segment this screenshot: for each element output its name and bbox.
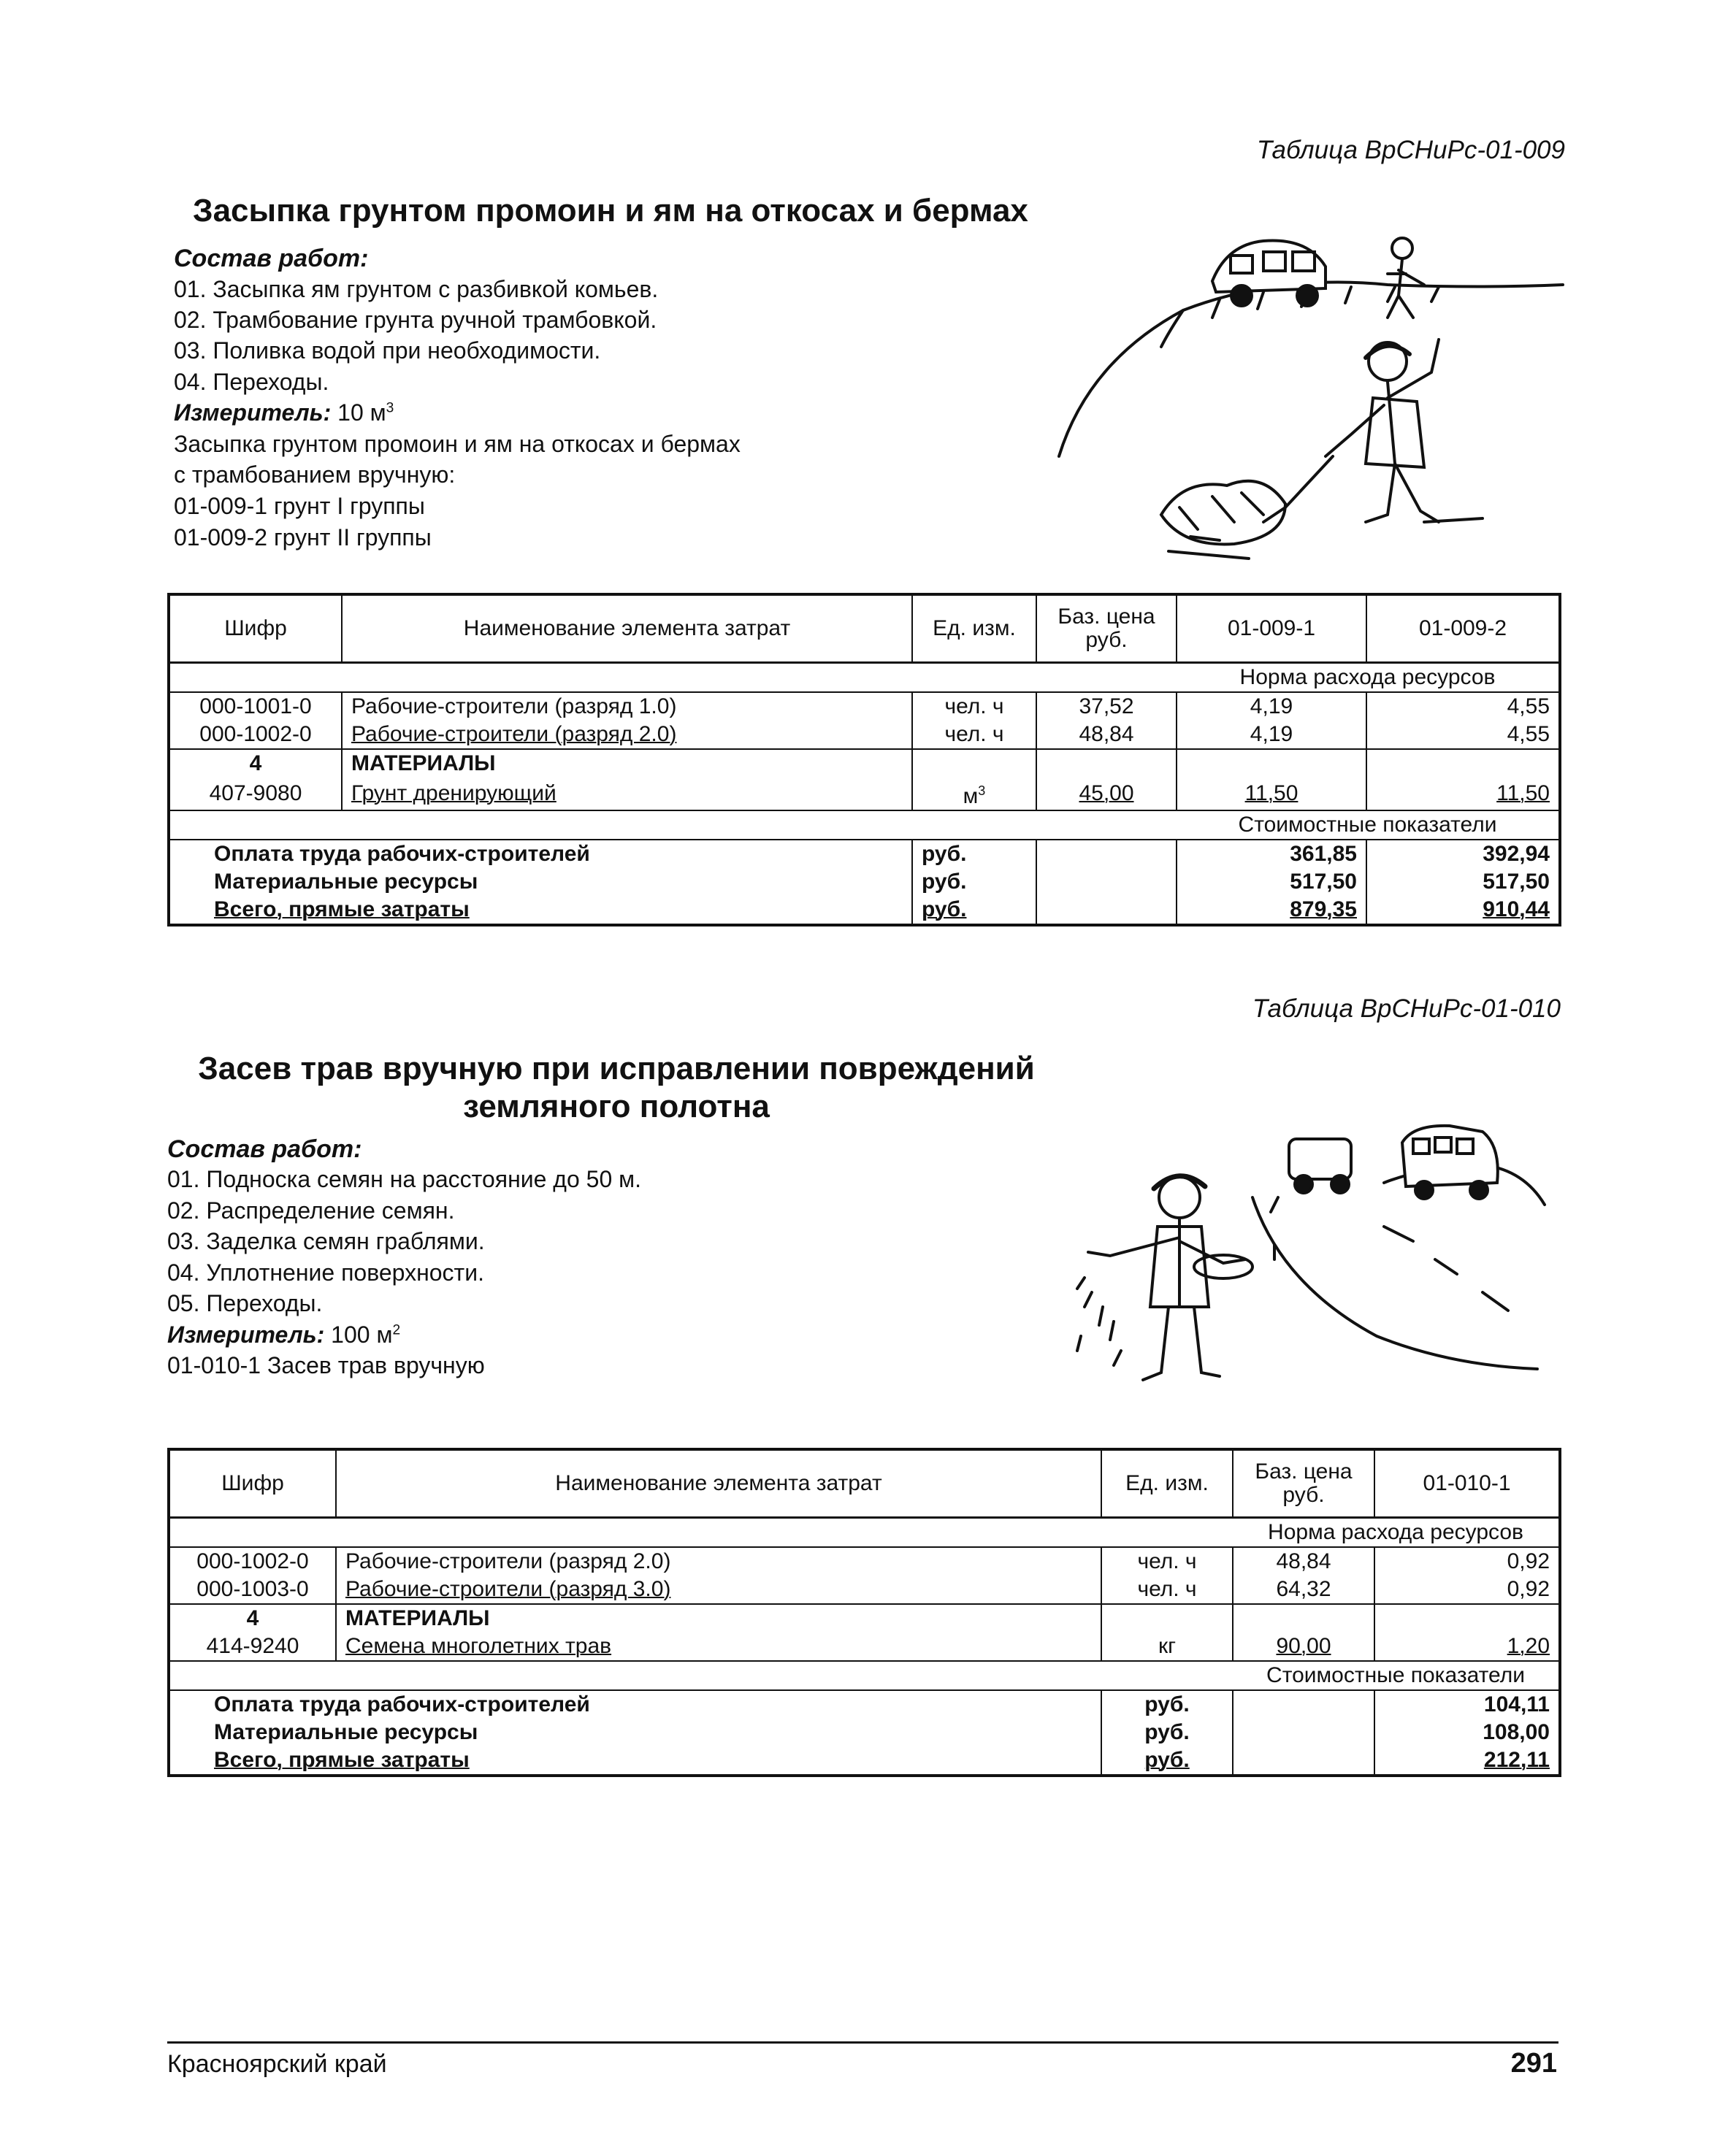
measure-sup: 2 — [392, 1322, 401, 1338]
worker-shoveling-illustration — [1044, 215, 1570, 566]
row-price: 48,84 — [1036, 721, 1177, 749]
table-row — [169, 692, 1560, 721]
row-code: 000-1003-0 — [169, 1576, 336, 1604]
description-line: 01-010-1 Засев трав вручную — [167, 1352, 485, 1378]
work-item: 03. Заделка семян граблями. — [167, 1228, 485, 1254]
header-code2: 01-009-2 — [1366, 594, 1560, 663]
header-code: Шифр — [169, 594, 342, 663]
row-value: 4,55 — [1366, 721, 1560, 749]
description-line: 01-009-2 грунт II группы — [174, 524, 432, 550]
header-code1: 01-009-1 — [1177, 594, 1366, 663]
total-value: 879,35 — [1177, 896, 1366, 925]
row-unit: чел. ч — [912, 692, 1036, 721]
cost-table — [167, 593, 1561, 927]
norm-label: Норма расхода ресурсов — [1233, 1518, 1560, 1548]
measure-label: Измеритель: — [167, 1321, 325, 1348]
norm-band-row — [169, 663, 1560, 693]
footer-divider — [167, 2041, 1558, 2044]
total-row — [169, 896, 1560, 925]
total-value: 212,11 — [1374, 1746, 1560, 1776]
row-value: 1,20 — [1374, 1633, 1560, 1661]
total-value: 517,50 — [1177, 868, 1366, 896]
total-value: 108,00 — [1374, 1719, 1560, 1746]
row-name: Семена многолетних трав — [336, 1633, 1101, 1661]
cost-band-row — [169, 1661, 1560, 1690]
work-item: 03. Поливка водой при необходимости. — [174, 337, 601, 364]
total-unit: руб. — [1101, 1719, 1233, 1746]
table-header-row — [169, 1449, 1560, 1518]
measure-value: 10 м — [337, 399, 386, 426]
norm-band-row — [169, 1518, 1560, 1548]
header-unit: Ед. изм. — [912, 594, 1036, 663]
description-line: Засыпка грунтом промоин и ям на откосах и бермах — [174, 431, 741, 457]
total-value: 104,11 — [1374, 1690, 1560, 1719]
total-unit: руб. — [912, 840, 1036, 868]
row-value: 0,92 — [1374, 1576, 1560, 1604]
footer-region: Красноярский край — [167, 2050, 387, 2078]
row-price: 45,00 — [1036, 778, 1177, 810]
group-name: МАТЕРИАЛЫ — [336, 1604, 1101, 1633]
row-name: Грунт дренирующий — [342, 778, 912, 810]
measure-value: 100 м — [331, 1321, 393, 1348]
row-price: 90,00 — [1233, 1633, 1374, 1661]
work-item: 04. Уплотнение поверхности. — [167, 1259, 484, 1286]
row-price: 48,84 — [1233, 1547, 1374, 1576]
table-caption: Таблица ВрСНиРс-01-010 — [1252, 994, 1561, 1023]
table-row — [169, 721, 1560, 749]
page-number: 291 — [1510, 2048, 1557, 2079]
work-item: 02. Распределение семян. — [167, 1197, 455, 1224]
section-title-line: Засев трав вручную при исправлении повреждений — [198, 1051, 1035, 1086]
row-value: 4,19 — [1177, 692, 1366, 721]
total-unit: руб. — [912, 868, 1036, 896]
measure-line — [167, 1321, 400, 1349]
total-value: 517,50 — [1366, 868, 1560, 896]
row-unit: чел. ч — [1101, 1576, 1233, 1604]
material-row — [169, 1633, 1560, 1661]
section-title-line: земляного полотна — [463, 1089, 770, 1124]
total-unit: руб. — [912, 896, 1036, 925]
description-line: 01-009-1 грунт I группы — [174, 493, 425, 519]
row-unit: $м^3$ — [912, 778, 1036, 810]
total-name: Материальные ресурсы — [214, 1720, 478, 1744]
total-value: 910,44 — [1366, 896, 1560, 925]
header-price: Баз. цена руб. — [1233, 1449, 1374, 1518]
row-code: 000-1002-0 — [196, 1549, 309, 1573]
total-value: 361,85 — [1177, 840, 1366, 868]
work-item: 01. Засыпка ям грунтом с разбивкой комьев. — [174, 276, 659, 302]
total-name: Оплата труда рабочих-строителей — [214, 842, 590, 866]
group-row — [169, 749, 1560, 778]
row-unit: чел. ч — [912, 721, 1036, 749]
total-unit: руб. — [1101, 1690, 1233, 1719]
row-value: 4,55 — [1366, 692, 1560, 721]
row-name: Рабочие-строители (разряд 2.0) — [336, 1547, 1101, 1576]
total-name: Всего, прямые затраты — [214, 897, 470, 921]
header-name: Наименование элемента затрат — [342, 594, 912, 663]
group-name: МАТЕРИАЛЫ — [342, 749, 912, 778]
row-code: 000-1001-0 — [199, 694, 312, 718]
row-value: 11,50 — [1366, 778, 1560, 810]
total-name: Всего, прямые затраты — [214, 1748, 470, 1772]
cost-label: Стоимостные показатели — [1177, 810, 1560, 840]
row-name: Рабочие-строители (разряд 1.0) — [342, 692, 912, 721]
total-value: 392,94 — [1366, 840, 1560, 868]
row-value: 11,50 — [1177, 778, 1366, 810]
group-code: 4 — [249, 751, 262, 775]
table-header-row — [169, 594, 1560, 663]
row-code: 407-9080 — [209, 781, 302, 805]
table-caption: Таблица ВрСНиРс-01-009 — [1256, 136, 1565, 164]
norm-label: Норма расхода ресурсов — [1177, 663, 1560, 693]
header-unit: Ед. изм. — [1101, 1449, 1233, 1518]
header-price: Баз. цена руб. — [1036, 594, 1177, 663]
total-name: Оплата труда рабочих-строителей — [214, 1692, 590, 1716]
row-price: 37,52 — [1036, 692, 1177, 721]
header-name: Наименование элемента затрат — [336, 1449, 1101, 1518]
total-unit: руб. — [1101, 1746, 1233, 1776]
cost-band-row — [169, 810, 1560, 840]
measure-line — [174, 399, 394, 426]
row-name: Рабочие-строители (разряд 3.0) — [336, 1576, 1101, 1604]
work-item: 01. Подноска семян на расстояние до 50 м. — [167, 1166, 642, 1192]
total-row — [169, 1719, 1560, 1746]
section-title: Засыпка грунтом промоин и ям на откосах и бермах — [193, 193, 1028, 229]
work-composition-label: Состав работ: — [167, 1135, 362, 1163]
row-name: Рабочие-строители (разряд 2.0) — [342, 721, 912, 749]
total-row — [169, 1746, 1560, 1776]
row-value: 0,92 — [1374, 1547, 1560, 1576]
table-row — [169, 1547, 1560, 1576]
cost-label: Стоимостные показатели — [1233, 1661, 1560, 1690]
total-row — [169, 868, 1560, 896]
table-row — [169, 1576, 1560, 1604]
group-code: 4 — [246, 1606, 259, 1630]
row-value: 4,19 — [1177, 721, 1366, 749]
section-title — [167, 1050, 1066, 1126]
row-unit: чел. ч — [1101, 1547, 1233, 1576]
cost-table — [167, 1448, 1561, 1777]
work-item: 05. Переходы. — [167, 1290, 323, 1316]
work-item: 02. Трамбование грунта ручной трамбовкой. — [174, 307, 657, 333]
description-line: с трамбованием вручную: — [174, 461, 456, 488]
total-row — [169, 1690, 1560, 1719]
work-composition-label: Состав работ: — [174, 245, 369, 272]
work-item: 04. Переходы. — [174, 369, 329, 395]
measure-sup: 3 — [386, 400, 394, 416]
row-price: 64,32 — [1233, 1576, 1374, 1604]
row-code: 000-1002-0 — [169, 721, 342, 749]
measure-label: Измеритель: — [174, 399, 332, 426]
group-row — [169, 1604, 1560, 1633]
row-code: 414-9240 — [206, 1634, 299, 1658]
worker-sowing-illustration — [1070, 1117, 1556, 1395]
total-row — [169, 840, 1560, 868]
total-name: Материальные ресурсы — [214, 870, 478, 894]
header-code: Шифр — [169, 1449, 336, 1518]
header-code1: 01-010-1 — [1374, 1449, 1560, 1518]
material-row — [169, 778, 1560, 810]
row-unit: кг — [1101, 1633, 1233, 1661]
